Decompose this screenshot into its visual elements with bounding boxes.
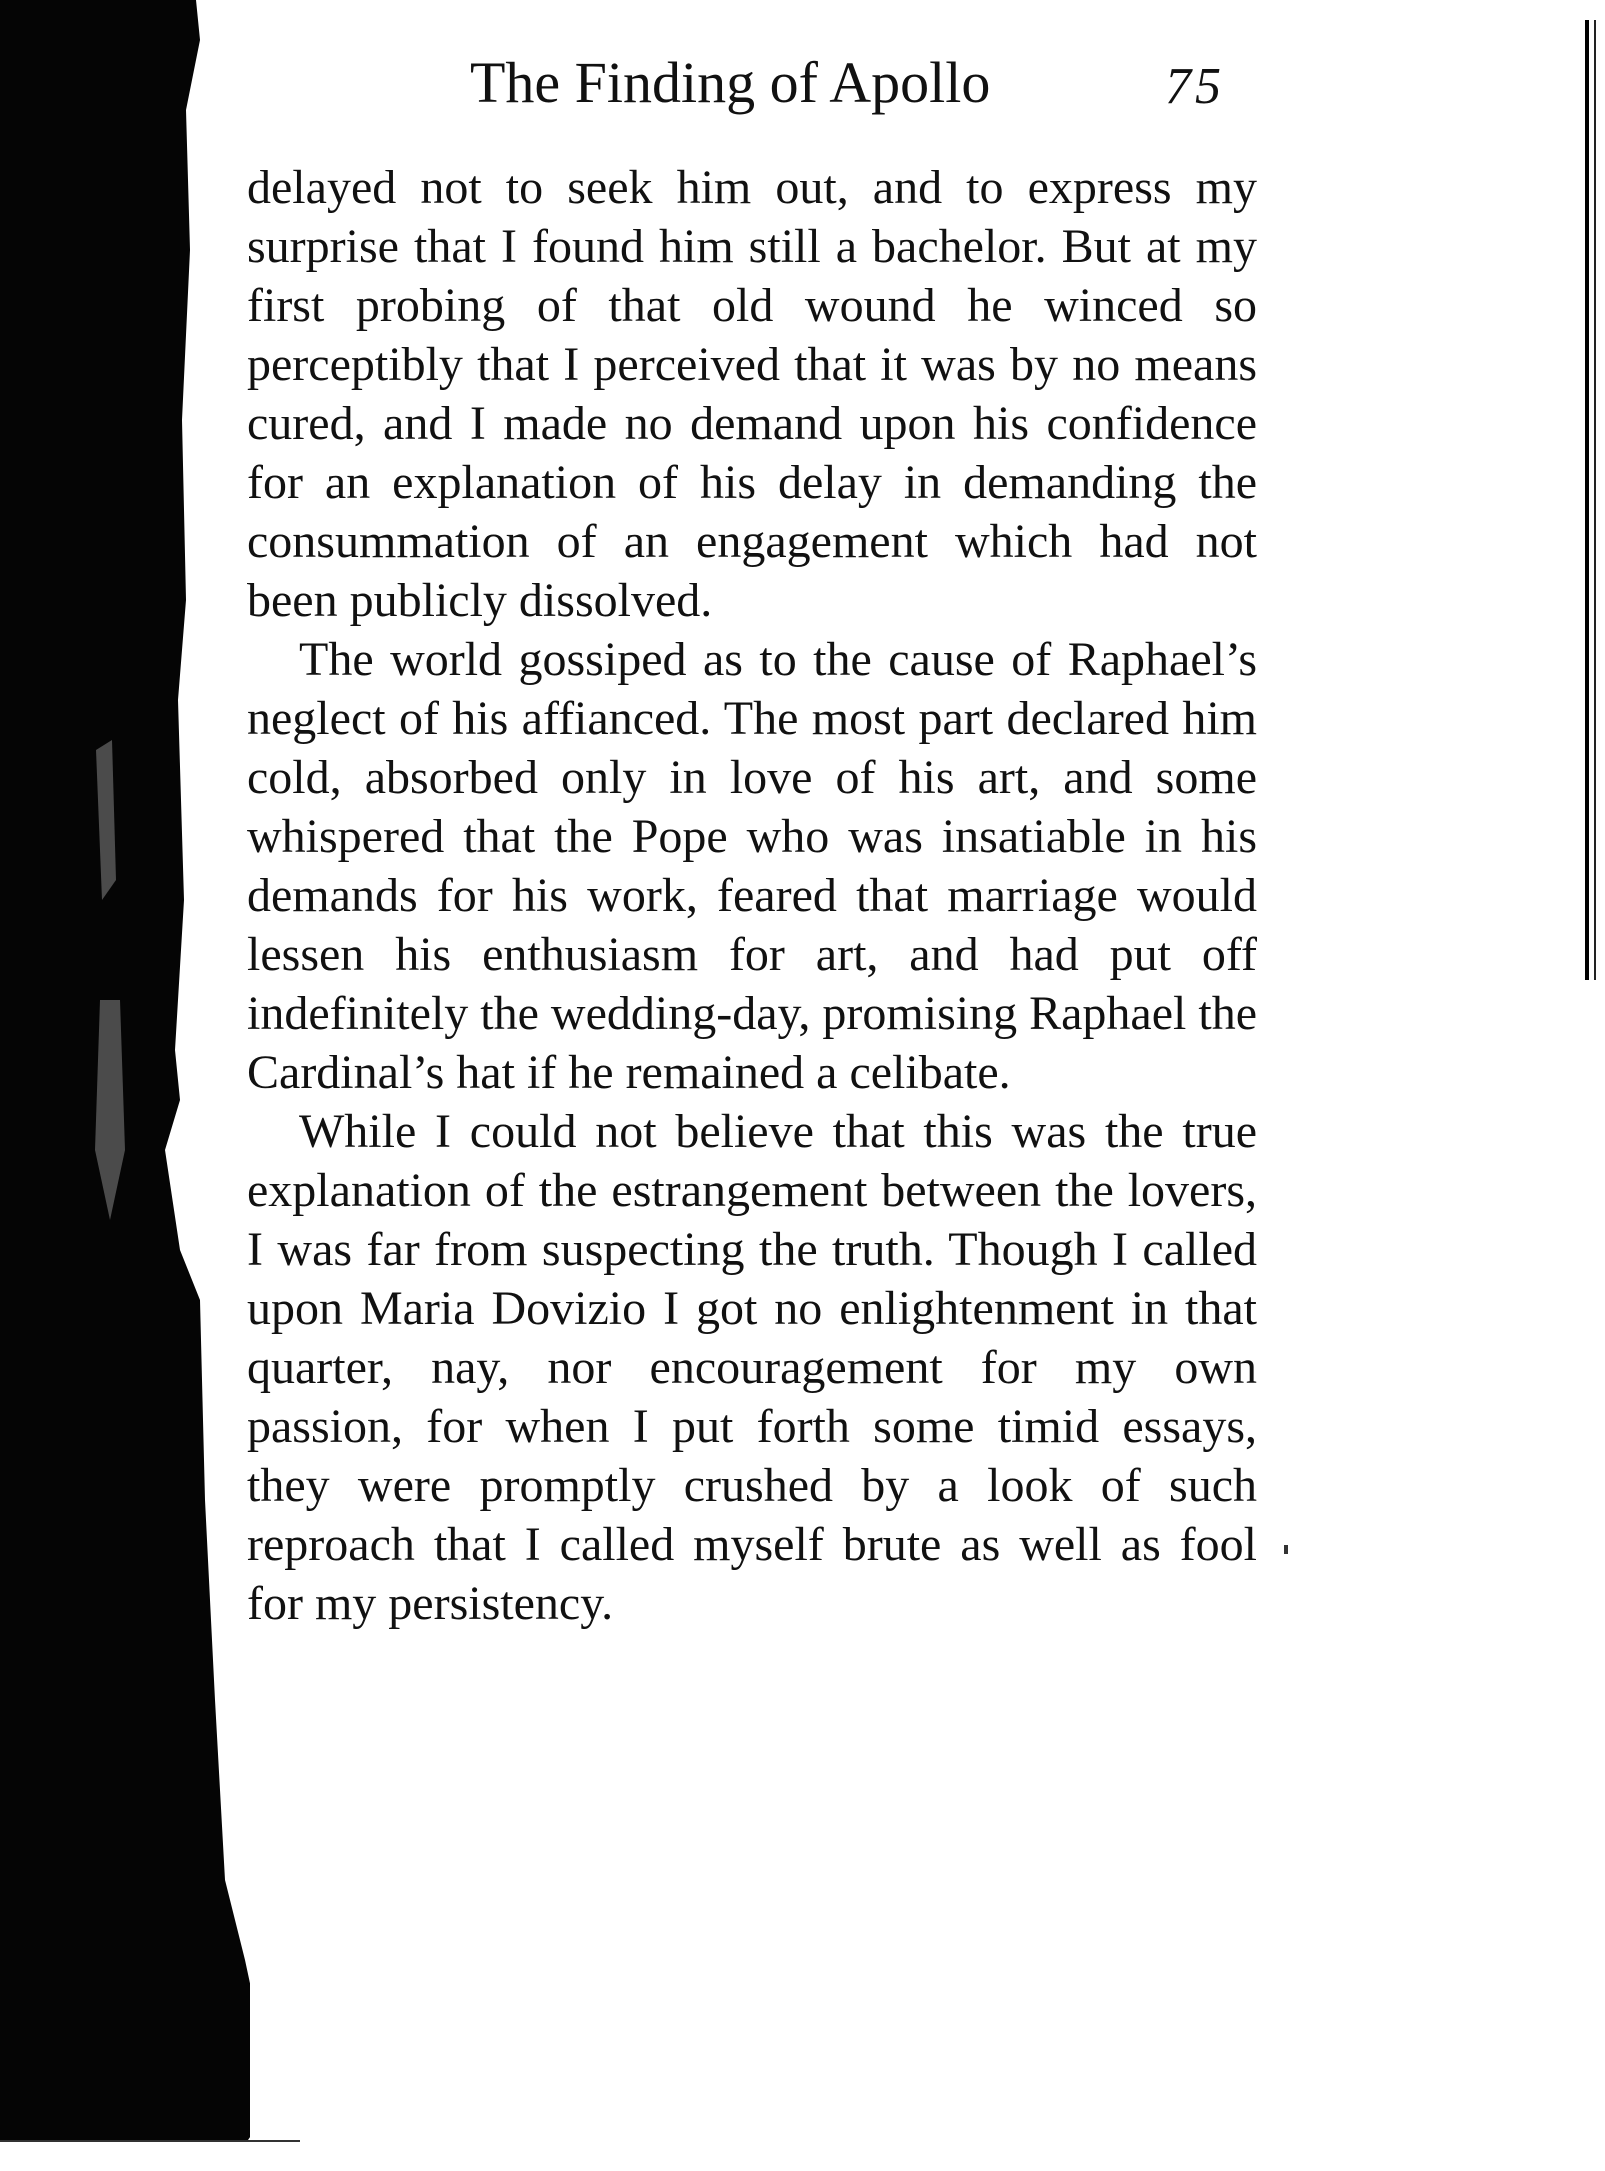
scan-bottom-edge <box>0 2140 300 2142</box>
right-margin-rule <box>1585 20 1589 980</box>
body-text <box>247 158 1257 1633</box>
paragraph-3: While I could not believe that this was the true explanation of the estrangement between the lovers, I was far from suspecting the truth. Though I called upon Maria Dovizio I got no enlightenment in that quarter, nay, nor encouragement for my own passion, for when I put forth some timid essays, they were promptly crushed by a look of such reproach that I called myself brute as well as fool for my persistency. <box>247 1105 1257 1630</box>
paragraph-1: delayed not to seek him out, and to express my surprise that I found him still a bachelor. But at my first probing of that old wound he winced so perceptibly that I perceived that it was by no means cured, and I made no demand upon his confidence for an explanation of his delay in demanding the consummation of an engagement which had not been publicly dissolved. <box>247 161 1257 627</box>
scanned-binding-edge <box>0 0 250 2171</box>
right-margin-rule-thin <box>1594 20 1596 980</box>
page-number: 75 <box>1165 58 1225 115</box>
running-title: The Finding of Apollo <box>470 50 991 115</box>
stray-ink-mark <box>1284 1545 1288 1554</box>
page-header <box>250 48 1250 128</box>
paragraph-2: The world gossiped as to the cause of Raphael’s neglect of his affianced. The most part declared him cold, absorbed only in love of his art, and some whispered that the Pope who was insatiable in his demands for his work, feared that marriage would lessen his enthusiasm for art, and had put off indefinitely the wedding-day, promising Raphael the Cardinal’s hat if he remained a celibate. <box>247 633 1257 1099</box>
